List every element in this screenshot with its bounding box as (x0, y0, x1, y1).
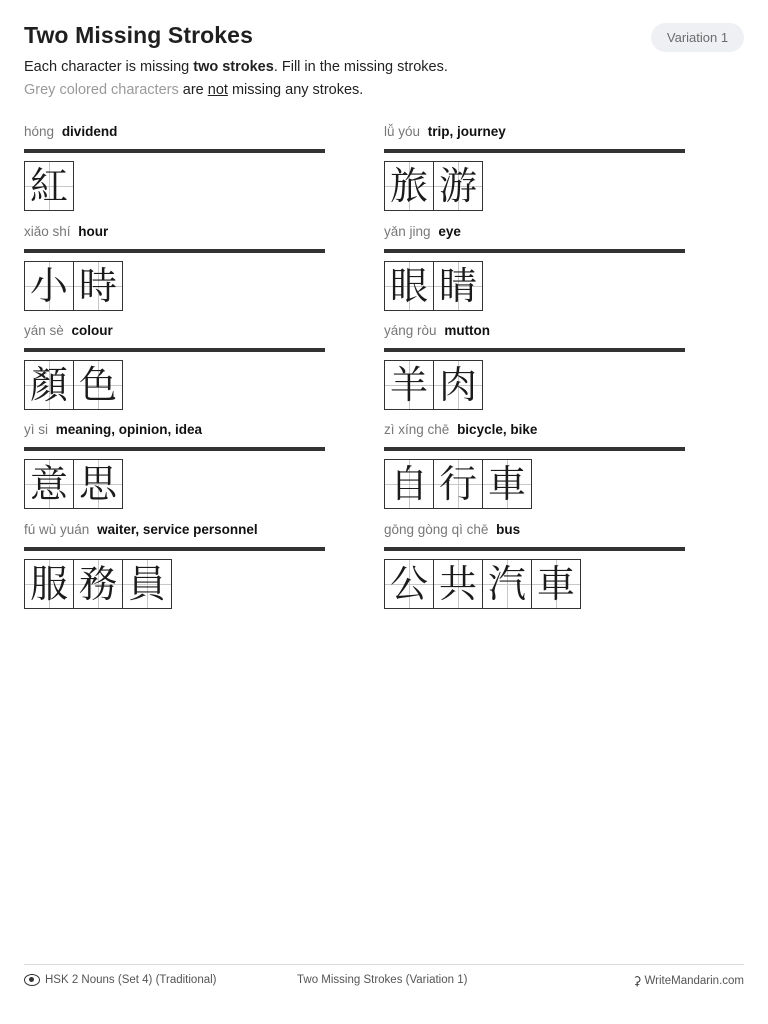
vocab-entry (384, 522, 685, 609)
meaning: dividend (61, 124, 118, 139)
meaning: colour (71, 323, 113, 338)
eye-icon (24, 974, 40, 986)
vocab-entry (384, 124, 685, 211)
instruction-bold: two strokes (193, 59, 274, 75)
character: 務 (78, 562, 117, 606)
divider (24, 149, 325, 153)
entry-header (24, 124, 325, 142)
instruction-text: Each character is missing (24, 59, 194, 75)
character: 游 (438, 164, 477, 208)
character: 汽 (487, 562, 526, 606)
character-boxes (24, 360, 325, 410)
character: 自 (389, 462, 428, 506)
meaning: bicycle, bike (457, 422, 538, 437)
character: 色 (78, 363, 117, 407)
character: 車 (536, 562, 575, 606)
character-boxes (384, 161, 685, 211)
vocab-entry (24, 522, 325, 609)
grey-note: Grey colored characters (24, 82, 179, 98)
character-boxes (384, 459, 685, 509)
meaning: hour (78, 224, 109, 239)
instruction-text: missing any strokes. (227, 82, 364, 98)
pinyin: zì xíng chē (384, 422, 450, 437)
character-box[interactable] (73, 360, 123, 410)
character-boxes (24, 559, 325, 609)
instruction-line-2 (24, 82, 363, 98)
meaning: mutton (444, 323, 491, 338)
divider (24, 547, 325, 551)
divider (384, 447, 685, 451)
instruction-line-1 (24, 59, 448, 75)
pinyin: yáng ròu (384, 323, 437, 338)
vocab-entry (24, 422, 325, 509)
character: 顏 (29, 363, 68, 407)
character-box[interactable] (384, 261, 434, 311)
entry-header (384, 224, 685, 242)
character-box[interactable] (73, 261, 123, 311)
character: 紅 (29, 164, 68, 208)
character: 公 (389, 562, 428, 606)
character-box[interactable] (433, 261, 483, 311)
meaning: waiter, service personnel (97, 522, 258, 537)
character-boxes (384, 360, 685, 410)
entry-header (24, 224, 325, 242)
footer-divider (24, 964, 744, 965)
page-title: Two Missing Strokes (24, 22, 253, 48)
pinyin: fú wù yuán (24, 522, 90, 537)
character-boxes (24, 261, 325, 311)
character-box[interactable] (384, 459, 434, 509)
character: 肉 (438, 363, 477, 407)
character: 車 (487, 462, 526, 506)
instruction-text: . Fill in the missing strokes. (273, 59, 448, 75)
character-box[interactable] (73, 459, 123, 509)
underlined-not: not (207, 82, 228, 98)
character-box[interactable] (122, 559, 172, 609)
footer-worksheet-label: Two Missing Strokes (Variation 1) (297, 974, 468, 986)
character: 服 (29, 562, 68, 606)
character-box[interactable] (384, 161, 434, 211)
pinyin: lǚ yóu (384, 124, 421, 139)
divider (384, 149, 685, 153)
character: 意 (29, 462, 68, 506)
pinyin: yì si (24, 422, 49, 437)
character-box[interactable] (73, 559, 123, 609)
character-box[interactable] (433, 559, 483, 609)
footer-left-text: HSK 2 Nouns (Set 4) (Traditional) (45, 974, 217, 986)
character-box[interactable] (384, 360, 434, 410)
meaning: eye (438, 224, 461, 239)
instruction-text: are (178, 82, 208, 98)
entry-header (384, 124, 685, 142)
vocab-entry (384, 422, 685, 509)
character: 眼 (389, 264, 428, 308)
character: 共 (438, 562, 477, 606)
vocab-entry (384, 323, 685, 410)
divider (384, 547, 685, 551)
character: 旅 (389, 164, 428, 208)
pinyin: yán sè (24, 323, 64, 338)
pinyin: hóng (24, 124, 55, 139)
meaning: bus (496, 522, 521, 537)
character-box[interactable] (482, 559, 532, 609)
character-box[interactable] (433, 161, 483, 211)
entry-header (24, 522, 325, 540)
pinyin: gōng gòng qì chē (384, 522, 489, 537)
character: 羊 (389, 363, 428, 407)
character-box[interactable] (433, 360, 483, 410)
character-box[interactable] (24, 360, 74, 410)
divider (24, 348, 325, 352)
character-boxes (24, 459, 325, 509)
vocab-entry (24, 323, 325, 410)
character: 行 (438, 462, 477, 506)
character: 思 (78, 462, 117, 506)
footer-right-text: WriteMandarin.com (644, 975, 744, 987)
divider (24, 447, 325, 451)
character-box[interactable] (24, 459, 74, 509)
character-boxes (384, 261, 685, 311)
entry-header (384, 323, 685, 341)
entry-header (24, 422, 325, 440)
vocab-entry (384, 224, 685, 311)
variation-badge: Variation 1 (651, 23, 744, 52)
divider (384, 348, 685, 352)
character: 睛 (438, 264, 477, 308)
character-box[interactable] (24, 261, 74, 311)
brand-logo-icon: ⚳ (632, 974, 642, 988)
character-boxes (384, 559, 685, 609)
character: 員 (127, 562, 166, 606)
character-box[interactable] (24, 559, 74, 609)
character-box[interactable] (482, 459, 532, 509)
meaning: trip, journey (427, 124, 506, 139)
character-box[interactable] (384, 559, 434, 609)
divider (384, 249, 685, 253)
pinyin: xiǎo shí (24, 224, 71, 239)
pinyin: yǎn jing (384, 224, 431, 239)
entry-header (24, 323, 325, 341)
footer-brand (633, 974, 744, 988)
character-box[interactable] (433, 459, 483, 509)
character: 時 (78, 264, 117, 308)
footer-set-label (24, 974, 217, 986)
entry-header (384, 522, 685, 540)
meaning: meaning, opinion, idea (55, 422, 203, 437)
vocab-entry (24, 124, 325, 211)
entry-header (384, 422, 685, 440)
divider (24, 249, 325, 253)
vocab-entry (24, 224, 325, 311)
character-box[interactable] (24, 161, 74, 211)
character: 小 (29, 264, 68, 308)
character-boxes (24, 161, 325, 211)
character-box[interactable] (531, 559, 581, 609)
